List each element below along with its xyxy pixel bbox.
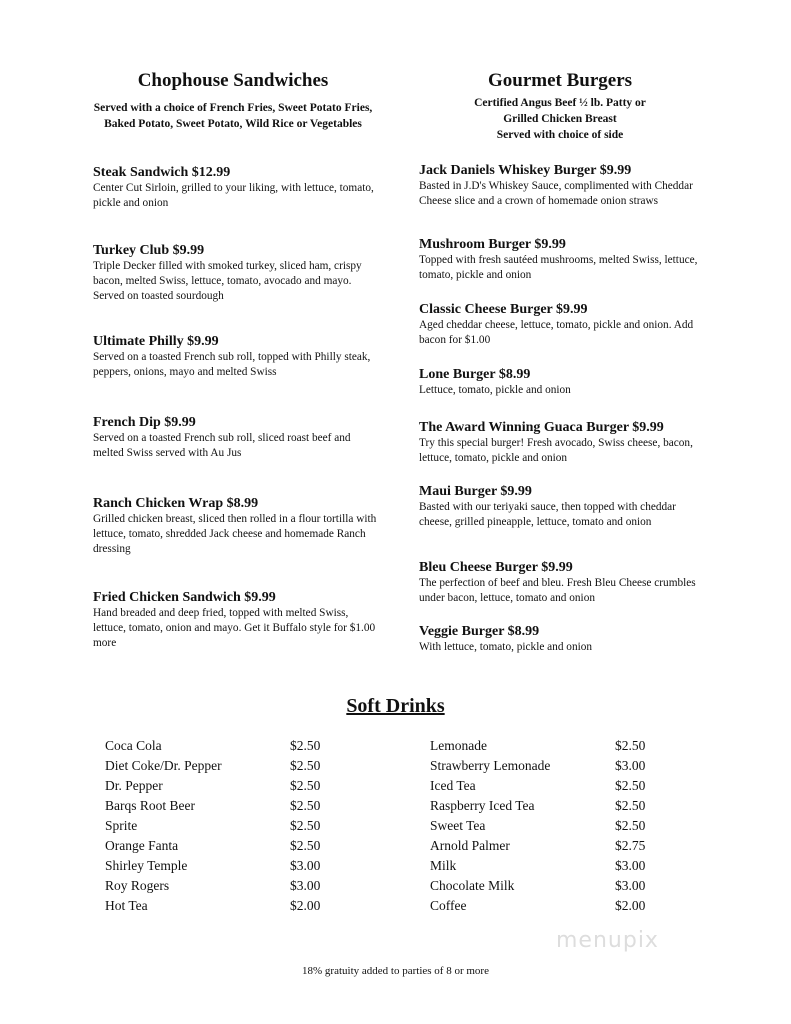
gratuity-note: 18% gratuity added to parties of 8 or more (302, 965, 489, 977)
drink-row (430, 896, 645, 916)
drink-name: Strawberry Lemonade (430, 758, 551, 773)
item-title: Fried Chicken Sandwich $9.99 (93, 590, 276, 605)
drink-price: $2.50 (290, 818, 321, 833)
drink-name: Milk (430, 858, 457, 873)
menu-item (93, 333, 378, 380)
drink-row (105, 796, 320, 816)
drink-row (105, 896, 320, 916)
drinks-right-column (430, 736, 645, 916)
drink-name: Coffee (430, 898, 467, 913)
menu-item (419, 559, 709, 606)
menu-item (419, 623, 709, 655)
drink-row (430, 796, 645, 816)
drink-row (105, 816, 320, 836)
drink-row (105, 856, 320, 876)
sandwiches-heading: Chophouse Sandwiches (137, 70, 329, 91)
drink-name: Orange Fanta (105, 838, 179, 853)
drink-row (105, 836, 320, 856)
drink-price: $2.50 (615, 778, 646, 793)
drink-name: Iced Tea (430, 778, 476, 793)
menu-item (93, 589, 378, 651)
drink-price: $3.00 (290, 878, 321, 893)
item-title: French Dip $9.99 (93, 415, 196, 430)
item-description: Lettuce, tomato, pickle and onion (419, 384, 571, 396)
menu-item (419, 366, 709, 398)
drink-price: $2.50 (290, 758, 321, 773)
item-title: Turkey Club $9.99 (93, 243, 205, 258)
drink-row (430, 876, 645, 896)
drink-name: Hot Tea (105, 898, 148, 913)
item-title: Mushroom Burger $9.99 (419, 237, 566, 252)
item-title: Jack Daniels Whiskey Burger $9.99 (419, 163, 632, 178)
menu-item (419, 419, 709, 466)
menu-item (93, 242, 378, 304)
drink-price: $3.00 (615, 858, 646, 873)
menu-item (93, 164, 378, 211)
drink-price: $2.50 (615, 818, 646, 833)
item-description: Served on a toasted French sub roll, topped with Philly steak, peppers, onions, mayo and melted Swiss (93, 351, 371, 378)
item-title: Lone Burger $8.99 (419, 367, 531, 382)
drink-name: Barqs Root Beer (105, 798, 195, 813)
item-title: Bleu Cheese Burger $9.99 (419, 560, 573, 575)
burgers-subtitle (410, 95, 710, 143)
item-description: Center Cut Sirloin, grilled to your liking, with lettuce, tomato, pickle and onion (93, 182, 374, 209)
drink-price: $2.50 (290, 778, 321, 793)
item-description: Served on a toasted French sub roll, sliced roast beef and melted Swiss served with Au Jus (93, 432, 351, 459)
item-title: Ranch Chicken Wrap $8.99 (93, 496, 259, 511)
drink-name: Shirley Temple (105, 858, 188, 873)
drink-price: $2.00 (290, 898, 321, 913)
menu-item (419, 162, 709, 209)
item-description: Aged cheddar cheese, lettuce, tomato, pickle and onion. Add bacon for $1.00 (419, 319, 694, 346)
drink-price: $2.50 (615, 798, 646, 813)
drink-name: Dr. Pepper (105, 778, 163, 793)
drink-name: Diet Coke/Dr. Pepper (105, 758, 222, 773)
item-title: Ultimate Philly $9.99 (93, 334, 219, 349)
item-description: Grilled chicken breast, sliced then rolled in a flour tortilla with lettuce, tomato, shredded Jack cheese and homemade Ranch dressing (93, 513, 377, 555)
subtitle-line: Grilled Chicken Breast (503, 113, 617, 125)
item-description: Try this special burger! Fresh avocado, Swiss cheese, bacon, lettuce, tomato, pickle and onion (419, 437, 693, 464)
drink-name: Arnold Palmer (430, 838, 510, 853)
drink-price: $2.50 (290, 838, 321, 853)
drink-row (430, 836, 645, 856)
menu-item (93, 495, 378, 557)
drink-price: $2.00 (615, 898, 646, 913)
drink-price: $2.50 (290, 798, 321, 813)
menu-item (93, 414, 378, 461)
drink-price: $2.50 (615, 738, 646, 753)
drink-name: Roy Rogers (105, 878, 170, 893)
drink-price: $2.75 (615, 838, 646, 853)
subtitle-line: Certified Angus Beef ½ lb. Patty or (474, 97, 646, 109)
menu-item (419, 301, 709, 348)
drink-name: Coca Cola (105, 738, 162, 753)
drink-row (105, 876, 320, 896)
drink-name: Sweet Tea (430, 818, 486, 833)
item-description: Basted with our teriyaki sauce, then topped with cheddar cheese, grilled pineapple, lettuce, tomato and onion (419, 501, 676, 528)
item-title: Maui Burger $9.99 (419, 484, 532, 499)
menupix-watermark: menupix (556, 928, 659, 953)
drink-price: $3.00 (615, 878, 646, 893)
drink-row (105, 756, 320, 776)
drink-row (430, 776, 645, 796)
drink-name: Chocolate Milk (430, 878, 515, 893)
item-title: Veggie Burger $8.99 (419, 624, 540, 639)
drink-name: Sprite (105, 818, 138, 833)
item-title: The Award Winning Guaca Burger $9.99 (419, 420, 664, 435)
drink-price: $2.50 (290, 738, 321, 753)
drink-name: Lemonade (430, 738, 487, 753)
drinks-left-column (105, 736, 320, 916)
item-description: Topped with fresh sautéed mushrooms, melted Swiss, lettuce, tomato, pickle and onion (419, 254, 698, 281)
item-description: Triple Decker filled with smoked turkey, sliced ham, crispy bacon, melted Swiss, lettuce, tomato, avocado and mayo. Served on toasted sourdough (93, 260, 362, 302)
soft-drinks-heading: Soft Drinks (346, 695, 445, 717)
sandwiches-subtitle: Served with a choice of French Fries, Sweet Potato Fries, Baked Potato, Sweet Potato, Wild Rice or Vegetables (93, 102, 373, 130)
drink-row (430, 816, 645, 836)
drink-row (430, 856, 645, 876)
drink-row (105, 776, 320, 796)
subtitle-line: Served with choice of side (496, 129, 624, 141)
drink-price: $3.00 (615, 758, 646, 773)
drink-row (430, 756, 645, 776)
item-description: Basted in J.D's Whiskey Sauce, complimented with Cheddar Cheese slice and a crown of homemade onion straws (419, 180, 693, 207)
item-description: The perfection of beef and bleu. Fresh Bleu Cheese crumbles under bacon, lettuce, tomato and onion (419, 577, 696, 604)
item-title: Steak Sandwich $12.99 (93, 165, 231, 180)
drink-row (105, 736, 320, 756)
drink-row (430, 736, 645, 756)
burgers-heading: Gourmet Burgers (487, 70, 633, 91)
drink-name: Raspberry Iced Tea (430, 798, 535, 813)
item-description: With lettuce, tomato, pickle and onion (419, 641, 593, 653)
item-title: Classic Cheese Burger $9.99 (419, 302, 588, 317)
drink-price: $3.00 (290, 858, 321, 873)
menu-item (419, 236, 709, 283)
menu-item (419, 483, 709, 530)
item-description: Hand breaded and deep fried, topped with melted Swiss, lettuce, tomato, onion and mayo. Get it Buffalo style for $1.00 more (93, 607, 376, 649)
